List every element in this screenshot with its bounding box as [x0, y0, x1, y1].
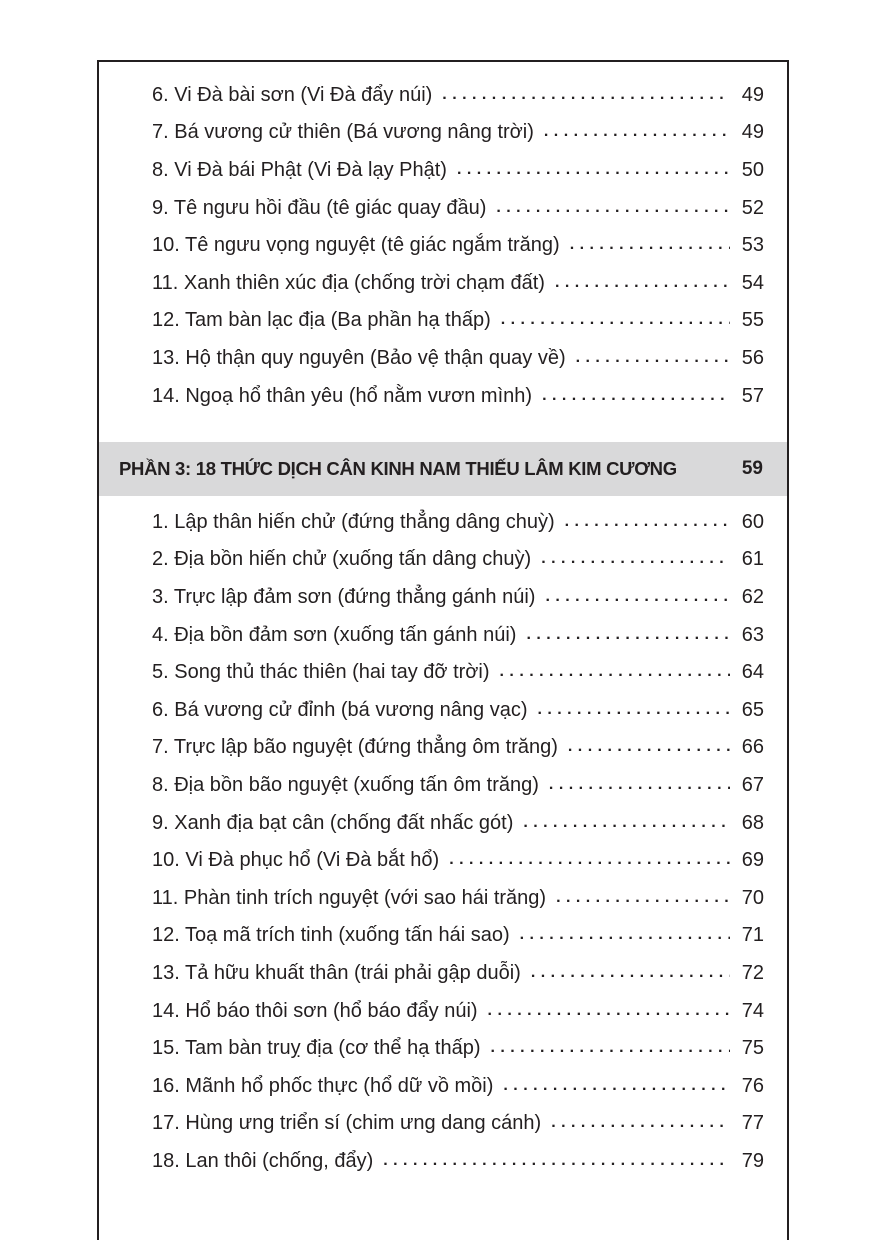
toc-entry[interactable] [152, 377, 764, 415]
toc-dot-leader [442, 87, 730, 107]
section-header-part3[interactable] [99, 442, 787, 496]
toc-dot-leader [537, 702, 730, 722]
toc-dot-leader [555, 275, 730, 295]
toc-entry-title: 9. Tê ngưu hồi đầu (tê giác quay đầu) [152, 196, 487, 219]
toc-entry-page: 70 [741, 886, 764, 909]
toc-dot-leader [457, 162, 730, 182]
toc-entry[interactable] [152, 616, 764, 654]
toc-entry-page: 79 [741, 1149, 764, 1172]
toc-entry-title: 14. Hổ báo thôi sơn (hổ báo đẩy núi) [152, 999, 478, 1022]
toc-entry-title: 18. Lan thôi (chống, đẩy) [152, 1149, 374, 1172]
toc-entry-title: 2. Địa bồn hiến chử (xuống tấn dâng chuỳ) [152, 548, 532, 571]
toc-entry-page: 55 [741, 309, 764, 332]
toc-entry[interactable] [152, 541, 764, 579]
toc-entry-page: 61 [741, 548, 764, 571]
toc-entry[interactable] [152, 841, 764, 879]
toc-entry[interactable] [152, 653, 764, 691]
toc-entry-page: 69 [741, 849, 764, 872]
toc-entry[interactable] [152, 578, 764, 616]
toc-entry-title: 13. Hộ thận quy nguyên (Bảo vệ thận quay về) [152, 346, 566, 369]
toc-entry-title: 15. Tam bàn truỵ địa (cơ thể hạ thấp) [152, 1037, 481, 1060]
toc-entry-title: 10. Tê ngưu vọng nguyệt (tê giác ngắm trăng) [152, 234, 560, 257]
toc-entry[interactable] [152, 766, 764, 804]
toc-dot-leader [526, 627, 730, 647]
toc-entry[interactable] [152, 879, 764, 917]
toc-entry-title: 13. Tả hữu khuất thân (trái phải gập duỗi) [152, 961, 521, 984]
toc-entry-title: 17. Hùng ưng triển sí (chim ưng dang cánh) [152, 1112, 542, 1135]
toc-entry[interactable] [152, 804, 764, 842]
toc-entry[interactable] [152, 1067, 764, 1105]
section-page: 59 [741, 458, 763, 479]
toc-entry-title: 1. Lập thân hiến chử (đứng thẳng dâng chuỳ) [152, 510, 555, 533]
toc-dot-leader [488, 1003, 730, 1023]
toc-entry-title: 9. Xanh địa bạt cân (chống đất nhấc gót) [152, 811, 514, 834]
toc-list-part2 [152, 76, 764, 414]
toc-entry-title: 12. Tam bàn lạc địa (Ba phần hạ thấp) [152, 309, 491, 332]
toc-entry[interactable] [152, 503, 764, 541]
toc-entry[interactable] [152, 729, 764, 767]
toc-entry-title: 10. Vi Đà phục hổ (Vi Đà bắt hổ) [152, 849, 440, 872]
toc-entry-title: 8. Địa bồn bão nguyệt (xuống tấn ôm trăng) [152, 773, 539, 796]
toc-entry[interactable] [152, 226, 764, 264]
toc-dot-leader [523, 815, 730, 835]
toc-entry-page: 50 [741, 158, 764, 181]
toc-dot-leader [500, 664, 730, 684]
toc-entry[interactable] [152, 114, 764, 152]
toc-entry-page: 57 [741, 384, 764, 407]
toc-dot-leader [520, 927, 730, 947]
toc-entry-page: 66 [741, 736, 764, 759]
toc-dot-leader [568, 739, 730, 759]
toc-entry-title: 7. Trực lập bão nguyệt (đứng thẳng ôm trăng) [152, 736, 558, 759]
toc-dot-leader [542, 388, 730, 408]
toc-entry-page: 75 [741, 1037, 764, 1060]
toc-entry-page: 67 [741, 773, 764, 796]
toc-entry[interactable] [152, 339, 764, 377]
toc-entry-title: 14. Ngoạ hổ thân yêu (hổ nằm vươn mình) [152, 384, 533, 407]
toc-entry[interactable] [152, 1142, 764, 1180]
toc-entry-title: 7. Bá vương cử thiên (Bá vương nâng trời) [152, 121, 534, 144]
toc-entry-title: 8. Vi Đà bái Phật (Vi Đà lạy Phật) [152, 158, 447, 181]
toc-dot-leader [383, 1153, 730, 1173]
toc-entry-page: 62 [741, 585, 764, 608]
toc-dot-leader [501, 312, 730, 332]
toc-entry[interactable] [152, 691, 764, 729]
toc-entry-title: 5. Song thủ thác thiên (hai tay đỡ trời) [152, 661, 490, 684]
toc-dot-leader [545, 589, 730, 609]
toc-entry[interactable] [152, 917, 764, 955]
toc-dot-leader [449, 852, 730, 872]
toc-dot-leader [531, 965, 730, 985]
toc-dot-leader [576, 350, 730, 370]
toc-dot-leader [491, 1040, 731, 1060]
toc-entry-title: 11. Xanh thiên xúc địa (chống trời chạm đất) [152, 271, 545, 294]
toc-entry-title: 16. Mãnh hổ phốc thực (hổ dữ vồ mồi) [152, 1074, 494, 1097]
toc-entry-page: 49 [741, 83, 764, 106]
toc-entry-page: 68 [741, 811, 764, 834]
toc-entry-page: 65 [741, 698, 764, 721]
toc-entry-page: 72 [741, 961, 764, 984]
toc-entry[interactable] [152, 189, 764, 227]
toc-list-part3 [152, 503, 764, 1180]
toc-entry-title: 4. Địa bồn đảm sơn (xuống tấn gánh núi) [152, 623, 517, 646]
toc-entry-page: 54 [741, 271, 764, 294]
toc-entry[interactable] [152, 1029, 764, 1067]
toc-entry-page: 74 [741, 999, 764, 1022]
toc-entry-title: 6. Vi Đà bài sơn (Vi Đà đẩy núi) [152, 83, 433, 106]
toc-entry-page: 76 [741, 1074, 764, 1097]
toc-entry-title: 11. Phàn tinh trích nguyệt (với sao hái trăng) [152, 886, 547, 909]
toc-entry[interactable] [152, 992, 764, 1030]
toc-entry[interactable] [152, 302, 764, 340]
toc-dot-leader [549, 777, 730, 797]
toc-entry[interactable] [152, 151, 764, 189]
toc-entry-page: 60 [741, 510, 764, 533]
toc-entry-page: 53 [741, 234, 764, 257]
toc-entry[interactable] [152, 264, 764, 302]
toc-dot-leader [551, 1115, 730, 1135]
toc-dot-leader [496, 200, 730, 220]
toc-entry-title: 3. Trực lập đảm sơn (đứng thẳng gánh núi) [152, 585, 536, 608]
toc-dot-leader [556, 890, 730, 910]
toc-entry-page: 52 [741, 196, 764, 219]
toc-entry[interactable] [152, 954, 764, 992]
toc-dot-leader [544, 124, 730, 144]
toc-entry[interactable] [152, 1105, 764, 1143]
toc-entry-page: 56 [741, 346, 764, 369]
toc-entry-page: 71 [741, 924, 764, 947]
toc-entry[interactable] [152, 76, 764, 114]
toc-entry-page: 77 [741, 1112, 764, 1135]
toc-dot-leader [570, 237, 730, 257]
toc-dot-leader [565, 514, 730, 534]
toc-entry-title: 12. Toạ mã trích tinh (xuống tấn hái sao) [152, 924, 510, 947]
toc-entry-page: 64 [741, 661, 764, 684]
toc-dot-leader [541, 551, 730, 571]
toc-entry-page: 49 [741, 121, 764, 144]
section-title: PHẦN 3: 18 THỨC DỊCH CÂN KINH NAM THIẾU LÂM KIM CƯƠNG [119, 458, 677, 479]
toc-dot-leader [503, 1078, 730, 1098]
toc-entry-title: 6. Bá vương cử đỉnh (bá vương nâng vạc) [152, 698, 528, 721]
toc-entry-page: 63 [741, 623, 764, 646]
